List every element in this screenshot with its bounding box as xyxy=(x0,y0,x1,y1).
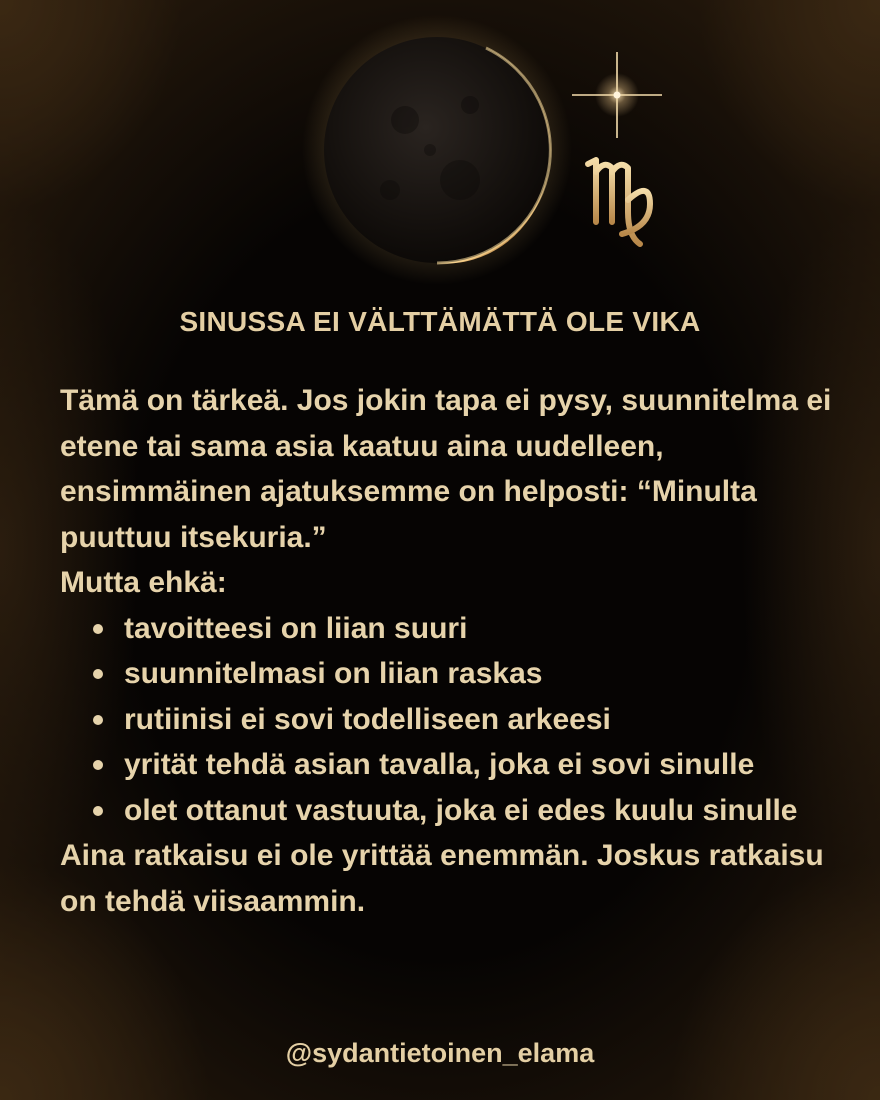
reasons-list xyxy=(60,606,840,834)
lead-line: Mutta ehkä: xyxy=(60,566,227,599)
post-body xyxy=(60,378,840,924)
bullet-dot-icon xyxy=(93,760,103,770)
list-item: tavoitteesi on liian suuri xyxy=(60,606,840,652)
list-item: olet ottanut vastuuta, joka ei edes kuulu sinulle xyxy=(60,788,840,834)
list-item: suunnitelmasi on liian raskas xyxy=(60,651,840,697)
sparkle-star-icon xyxy=(572,52,662,138)
headline: SINUSSA EI VÄLTTÄMÄTTÄ OLE VIKA xyxy=(179,306,701,337)
list-item: rutiinisi ei sovi todelliseen arkeesi xyxy=(60,697,840,743)
bullet-dot-icon xyxy=(93,715,103,725)
virgo-symbol-icon xyxy=(588,160,650,244)
bullet-dot-icon xyxy=(93,806,103,816)
bullet-dot-icon xyxy=(93,669,103,679)
header-illustration xyxy=(0,0,880,290)
crescent-moon-icon xyxy=(302,15,572,285)
intro-paragraph: Tämä on tärkeä. Jos jokin tapa ei pysy, suunnitelma ei etene tai sama asia kaatuu aina uudelleen, ensimmäinen ajatuksemme on helposti: “Minulta puuttuu itsekuria.” xyxy=(60,384,832,554)
list-item: yrität tehdä asian tavalla, joka ei sovi sinulle xyxy=(60,742,840,788)
bullet-dot-icon xyxy=(93,624,103,634)
account-handle: @sydantietoinen_elama xyxy=(285,1038,595,1068)
closing-paragraph: Aina ratkaisu ei ole yrittää enemmän. Joskus ratkaisu on tehdä viisaammin. xyxy=(60,839,824,918)
